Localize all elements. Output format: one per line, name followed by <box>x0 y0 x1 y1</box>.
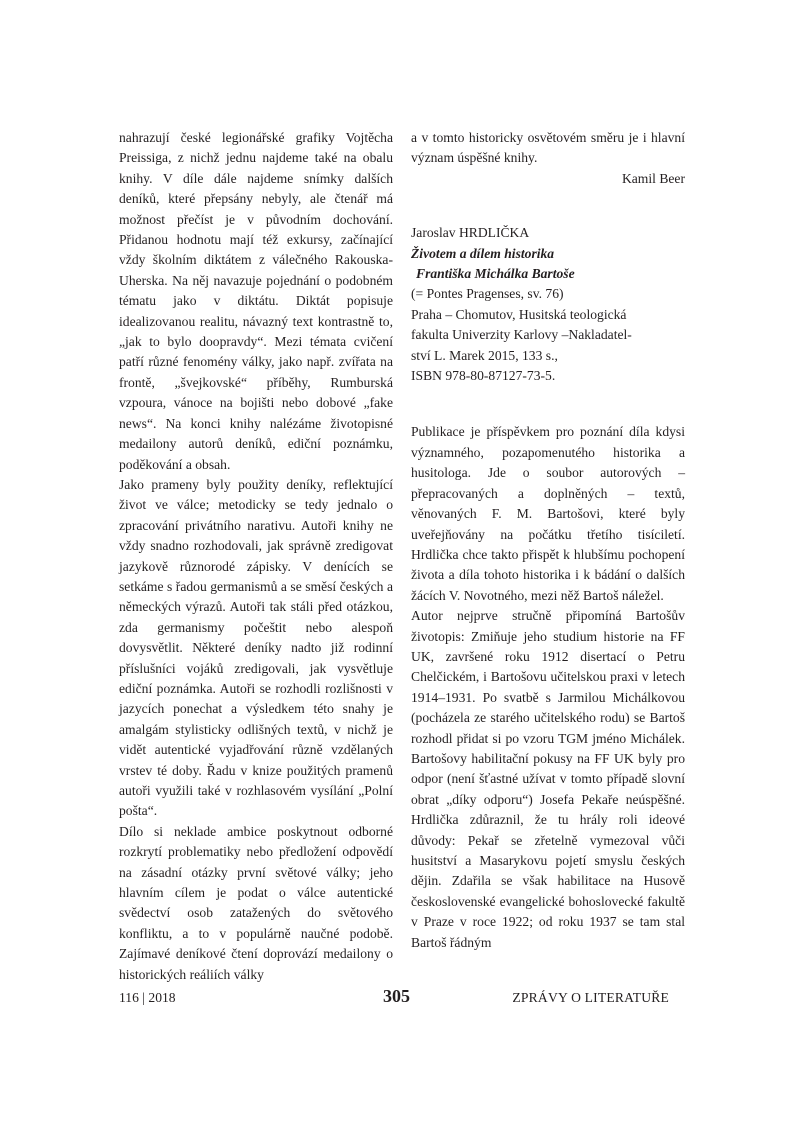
paragraph: Publikace je příspěvkem pro poznání díla kdysi významného, pozapomenutého historika a husitologa. Jde o soubor autorových – přepracovaných a doplněných – textů, věnovaných F. M. Bartošovi, které byly uveřejňovány na počátku třetího tisíciletí. Hrdlička chce takto přispět k hlubšímu pochopení života a díla tohoto historika i k bádání o dalších žácích V. Novotného, mezi něž Bartoš náležel. <box>411 424 685 603</box>
right-column <box>411 128 685 953</box>
book-publisher-line: fakulta Univerzity Karlovy –Nakladatel- <box>411 327 632 343</box>
book-title-line: Františka Michálka Bartoše <box>416 266 575 282</box>
bibliographic-entry <box>411 223 685 386</box>
journal-title: ZPRÁVY O LITERATUŘE <box>512 990 669 1005</box>
book-title-line: Životem a dílem historika <box>411 245 555 261</box>
book-series: (= Pontes Pragenses, sv. 76) <box>411 286 564 302</box>
book-isbn: ISBN 978-80-87127-73-5. <box>411 368 556 384</box>
paragraph: Dílo si neklade ambice poskytnout odborné rozkrytí problematiky nebo předložení odpovědí na zásadní otázky první světové války; jeho hlavním cílem je podat o válce autentické svědectví osob zatažených do světového konfliktu, a to v populárně naučné podobě. Zajímavé deníkové čtení doprovází medailony o historických reáliích války <box>119 823 393 982</box>
issue-label: 116 | 2018 <box>119 990 176 1005</box>
book-publisher-line: ství L. Marek 2015, 133 s., <box>411 347 558 363</box>
paragraph: Autor nejprve stručně připomíná Bartošův životopis: Zmiňuje jeho studium historie na FF UK, završené roku 1912 disertací o Petru Chelčickém, i Bartošovu učitelskou praxi v letech 1914–1931. Po svatbě s Jarmilou Michálkovou (pocházela ze starého učitelského rodu) se Bartoš rozhodl přidat si po vzoru TGM jméno Michálek. Bartošovy habilitační pokusy na FF UK byly pro odpor (není šťastné užívat v tomto případě slovní obrat „díky odporu“) Josefa Pekaře neúspěšné. Hrdlička zdůraznil, že tu hrály roli ideové důvody: Pekař se zřetelně vymezoval vůči husitství a Masarykovu pojetí smyslu českých dějin. Zdařila se však habilitace na Husově československé evangelické bohoslovecké fakultě v Praze v roce 1922; od roku 1937 se tam stal Bartoš řádným <box>411 608 685 950</box>
left-column <box>119 128 393 985</box>
paragraph: a v tomto historicky osvětovém směru je i hlavní význam úspěšné knihy. <box>411 130 685 166</box>
spacer <box>411 386 685 422</box>
page-number: 305 <box>383 986 410 1006</box>
spacer <box>411 189 685 223</box>
page-footer <box>119 986 685 1009</box>
review-signature: Kamil Beer <box>621 170 685 186</box>
book-author: Jaroslav HRDLIČKA <box>411 225 530 241</box>
paragraph: nahrazují české legionářské grafiky Vojtěcha Preissiga, z nichž jednu najdeme také na obalu knihy. V díle dále najdeme snímky dalších deníků, které přepsány nebyly, ale čtenář má možnost přečíst je v původním dochování. Přidanou hodnotu mají též exkursy, začínající vždy školním diktátem z válečného Rakouska-Uherska. Na něj navazuje pojednání o podobném tématu jako v diktátu. Diktát popisuje idealizovanou realitu, návazný text kontrastně to, „jak to bylo doopravdy“. Mezi témata cvičení patří různé fenomény války, jako např. zvířata na frontě, „švejkovské“ příběhy, Rumburská vzpoura, vánoce na bojišti nebo dobové „fake news“. Na konci knihy nalézáme životopisné medailony autorů deníků, ediční poznámku, poděkování a obsah. <box>119 130 393 472</box>
paragraph: Jako prameny byly použity deníky, reflektující život ve válce; metodicky se tedy jednalo o zpracování privátního narativu. Autoři knihy ne vždy snadno rozhodovali, jak správně zredigovat jazykově různorodé zápisky. V denících se setkáme s řadou germanismů a se směsí českých a německých výrazů. Autoři tak stáli před otázkou, zda germanismy počeštit nebo alespoň dovysvětlit. Některé deníky nadto již rodinní příslušníci vojáků zredigovali, jak vysvětluje ediční poznámka. Autoři se rozhodli rozlišnosti v jazycích ponechat a výsledkem této snahy je amalgám stylisticky odlišných textů, v nichž je vidět autentické vyjadřování různě vzdělaných vrstev té doby. Řadu v knize použitých pramenů autoři využili také v rozhlasovém vysílání „Polní pošta“. <box>119 476 393 819</box>
book-publisher-line: Praha – Chomutov, Husitská teologická <box>411 306 627 322</box>
